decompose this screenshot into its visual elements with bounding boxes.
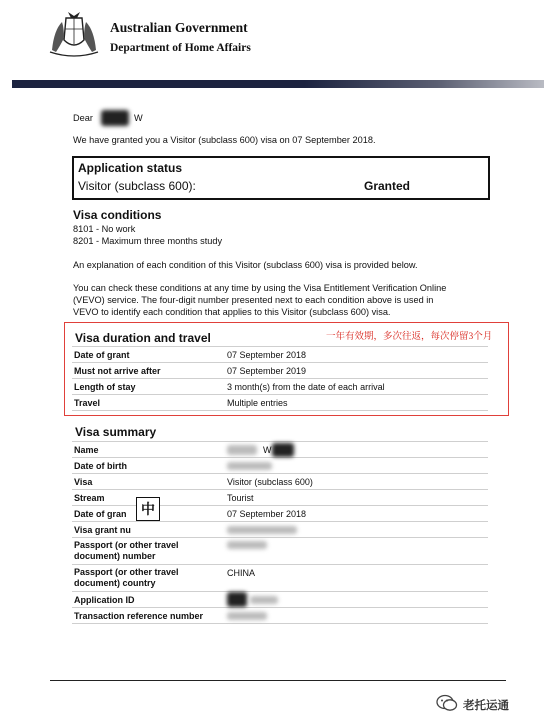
department-title: Department of Home Affairs <box>110 42 251 54</box>
redacted-value <box>272 443 294 457</box>
redacted-value <box>227 526 297 534</box>
redacted-value <box>250 596 278 604</box>
table-row <box>72 506 488 522</box>
row-label: Passport (or other travel document) country <box>74 567 179 588</box>
footer-divider <box>50 680 506 681</box>
row-value: 3 month(s) from the date of each arrival <box>227 382 385 392</box>
table-row <box>72 347 488 363</box>
greeting-suffix: W <box>134 113 143 123</box>
duration-heading: Visa duration and travel <box>75 331 211 345</box>
row-label: Name <box>74 445 99 455</box>
row-label: Date of grant <box>74 350 130 360</box>
row-label: Application ID <box>74 595 135 605</box>
redacted-value <box>227 445 257 455</box>
row-value: 07 September 2019 <box>227 366 307 376</box>
row-label: Visa grant nu <box>74 525 131 535</box>
watermark: 老托运通 <box>463 700 509 712</box>
row-value: 07 September 2018 <box>227 509 307 519</box>
row-value: W <box>263 445 272 455</box>
table-row <box>72 363 488 379</box>
conditions-explanation: An explanation of each condition of this Visitor (subclass 600) visa is provided below. <box>73 260 418 270</box>
vevo-text: You can check these conditions at any time by using the Visa Entitlement Verification Online <box>73 283 447 293</box>
condition-item: 8101 - No work <box>73 224 136 234</box>
row-label: Length of stay <box>74 382 136 392</box>
row-value: Tourist <box>227 493 254 503</box>
redacted-value <box>227 612 267 620</box>
row-value: Multiple entries <box>227 398 288 408</box>
table-row <box>72 395 488 411</box>
table-row <box>72 592 488 608</box>
row-label: Travel <box>74 398 101 408</box>
table-row <box>72 538 488 565</box>
status-label: Visitor (subclass 600): <box>78 179 196 193</box>
vevo-text: VEVO to identify each condition that applies to this Visitor (subclass 600) visa. <box>73 307 391 317</box>
row-label: Must not arrive after <box>74 366 161 376</box>
row-label: Stream <box>74 493 105 503</box>
conditions-heading: Visa conditions <box>73 208 162 222</box>
table-row <box>72 565 488 592</box>
wechat-icon <box>436 694 458 712</box>
row-label: Date of birth <box>74 461 127 471</box>
row-label: Visa <box>74 477 93 487</box>
table-row <box>72 442 488 458</box>
row-value: CHINA <box>227 568 256 578</box>
handwritten-annotation: 一年有效期，多次往返，每次停留3个月 <box>326 332 493 342</box>
status-heading: Application status <box>78 161 183 175</box>
table-row <box>72 379 488 395</box>
row-value: 07 September 2018 <box>227 350 307 360</box>
summary-heading: Visa summary <box>75 425 157 439</box>
table-row <box>72 522 488 538</box>
status-value: Granted <box>364 179 411 193</box>
duration-table <box>72 346 488 411</box>
table-row <box>72 458 488 474</box>
overlay-badge: 中 <box>136 497 160 521</box>
government-title: Australian Government <box>110 20 248 35</box>
table-row <box>72 474 488 490</box>
redacted-value <box>227 462 272 470</box>
grant-intro: We have granted you a Visitor (subclass 600) visa on 07 September 2018. <box>73 135 376 145</box>
row-label: Transaction reference number <box>74 611 204 621</box>
summary-table <box>72 441 488 624</box>
redacted-value <box>227 541 267 549</box>
table-row <box>72 608 488 624</box>
row-label: Date of gran <box>74 509 127 519</box>
greeting: Dear <box>73 113 93 123</box>
application-status-box <box>72 156 490 200</box>
coat-of-arms-icon <box>44 10 104 58</box>
table-row <box>72 490 488 506</box>
redacted-value <box>227 592 247 607</box>
row-label: Passport (or other travel document) number <box>74 540 179 561</box>
condition-item: 8201 - Maximum three months study <box>73 236 223 246</box>
redacted-name <box>101 110 129 126</box>
vevo-text: (VEVO) service. The four-digit number presented next to each condition above is used in <box>73 295 434 305</box>
header-bar <box>12 80 544 88</box>
row-value: Visitor (subclass 600) <box>227 477 313 487</box>
